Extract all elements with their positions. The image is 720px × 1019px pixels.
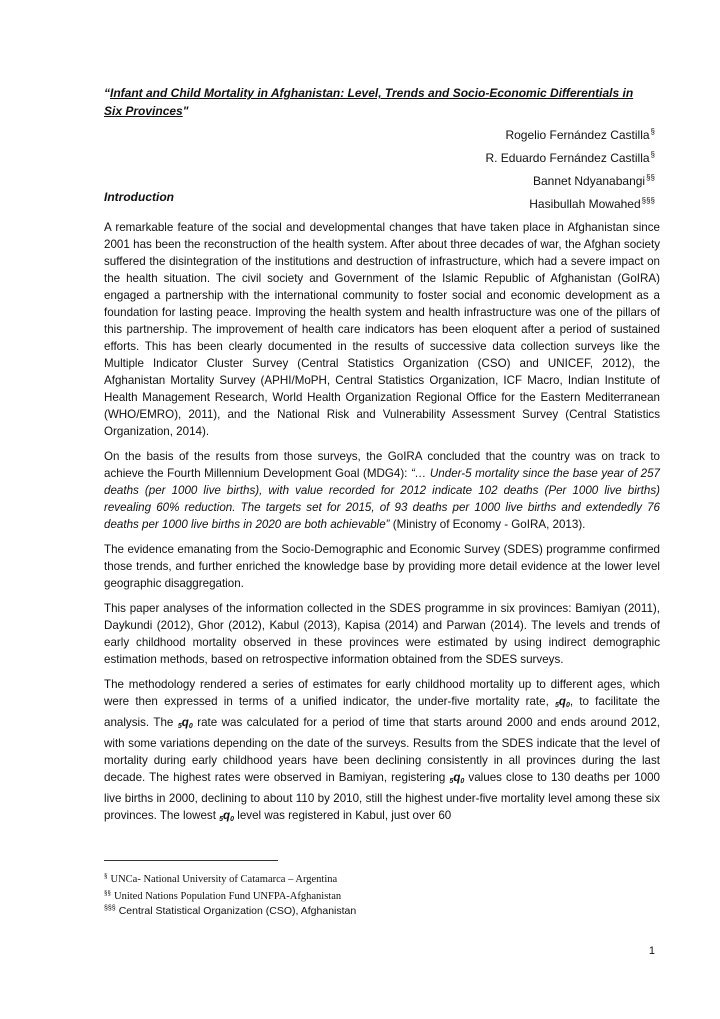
footnotes bbox=[104, 870, 356, 918]
page-number: 1 bbox=[648, 945, 655, 957]
affiliation-mark: § bbox=[650, 127, 655, 136]
author: Rogelio Fernández Castilla§ bbox=[505, 127, 655, 142]
paragraph: This paper analyses of the information collected in the SDES programme in six provinces: Bamiyan (2011), Daykundi (2012), Ghor (2012), Kabul (2013), Kapisa (2014) and Parwan (2014). The levels and trends of early childhood mortality observed in these provinces were estimated by using indirect demographic estimation methods, based on retrospective information obtained from the SDES surveys. bbox=[104, 602, 660, 666]
body-text bbox=[104, 219, 660, 836]
paragraph: A remarkable feature of the social and developmental changes that have taken place in Afghanistan since 2001 has been the reconstruction of the health system. After about three decades of war, the Afghan society suffered the disintegration of the institutions and destruction of infrastructure, which had a severe impact on the health situation. The civil society and Government of the Islamic Republic of Afghanistan (GoIRA) engaged a partnership with the international community to foster social and economic development as a foundation for lasting peace. Improving the health system and health infrastructure was one of the pillars of this partnership. The improvement of health care indicators has been eloquent after a period of sustained efforts. This has been clearly documented in the results of successive data collection surveys like the Multiple Indicator Cluster Survey (Central Statistics Organization (CSO) and UNICEF, 2012), the Afghanistan Mortality Survey (APHI/MoPH, Central Statistics Organization, ICF Macro, Indian Institute of Health Management Research, World Health Organization Regional Office for the Eastern Mediterranean (WHO/EMRO), 2011), and the National Risk and Vulnerability Assessment Survey (Central Statistics Organization, 2014). bbox=[104, 221, 660, 438]
mdg-quote: “… Under-5 mortality since the base year of 257 deaths (per 1000 live births), with value recorded for 2012 indicate 102 deaths (Per 1000 live births) revealing 60% reduction. The targets set for 2015, of 93 deaths per 1000 live births and extendedly 76 deaths per 1000 live births in 2020 are both achievable” bbox=[104, 467, 660, 531]
paragraph: The methodology rendered a series of estimates for early childhood mortality up to different ages, which were then expressed in terms of a unified indicator, the under-five mortality rate, $_5q_0$, to facilitate the analysis. The $_5q_0$ rate was calculated for a period of time that starts around 2000 and ends around 2012, with some variations depending on the date of the surveys. Results from the SDES indicate that the level of mortality during early childhood years have been declining consistently in all provinces during the last decade. The highest rates were observed in Bamiyan, registering $_5q_0$ values close to 130 deaths per 1000 live births in 2000, declining to about 110 by 2010, still the highest under-five mortality level among these six provinces. The lowest $_5q_0$ level was registered in Kabul, just over 60 bbox=[104, 678, 660, 823]
paragraph: The evidence emanating from the Socio-Demographic and Economic Survey (SDES) programme confirmed those trends, and further enriched the knowledge base by providing more detail evidence at the lower level geographic disaggregation. bbox=[104, 543, 660, 590]
affiliation-mark: § bbox=[650, 150, 655, 159]
footnote: §§§ Central Statistical Organization (CSO), Afghanistan bbox=[104, 905, 357, 917]
author: Bannet Ndyanabangi§§ bbox=[533, 173, 655, 188]
under-five-indicator: $_5q_0$ bbox=[449, 771, 465, 785]
title-close-quote: " bbox=[182, 104, 189, 118]
footnote-divider bbox=[104, 860, 278, 861]
affiliation-mark: §§ bbox=[646, 173, 655, 182]
affiliation-mark: §§§ bbox=[641, 196, 655, 205]
section-heading: Introduction bbox=[104, 190, 174, 204]
title-text: Infant and Child Mortality in Afghanistan: Level, Trends and Socio-Economic Differentials in Six Provinces bbox=[104, 86, 634, 118]
paper-title bbox=[104, 84, 644, 120]
under-five-indicator: $_5q_0$ bbox=[177, 716, 193, 730]
paragraph: On the basis of the results from those surveys, the GoIRA concluded that the country was on track to achieve the Fourth Millennium Development Goal (MDG4): “… Under-5 mortality since the base year of 257 deaths (per 1000 live births), with value recorded for 2012 indicate 102 deaths (Per 1000 live births) revealing 60% reduction. The targets set for 2015, of 93 deaths per 1000 live births and extendedly 76 deaths per 1000 live births in 2020 are both achievable” (Ministry of Economy - GoIRA, 2013). bbox=[104, 450, 660, 531]
under-five-indicator: $_5q_0$ bbox=[219, 809, 235, 823]
under-five-indicator: $_5q_0$ bbox=[554, 695, 570, 709]
title-open-quote: “ bbox=[104, 86, 110, 100]
footnote: § UNCa- National University of Catamarca – Argentina bbox=[104, 872, 338, 885]
footnote: §§ United Nations Population Fund UNFPA-Afghanistan bbox=[104, 888, 342, 902]
author: Hasibullah Mowahed§§§ bbox=[529, 196, 655, 211]
author-list bbox=[485, 122, 655, 214]
author: R. Eduardo Fernández Castilla§ bbox=[485, 150, 655, 165]
